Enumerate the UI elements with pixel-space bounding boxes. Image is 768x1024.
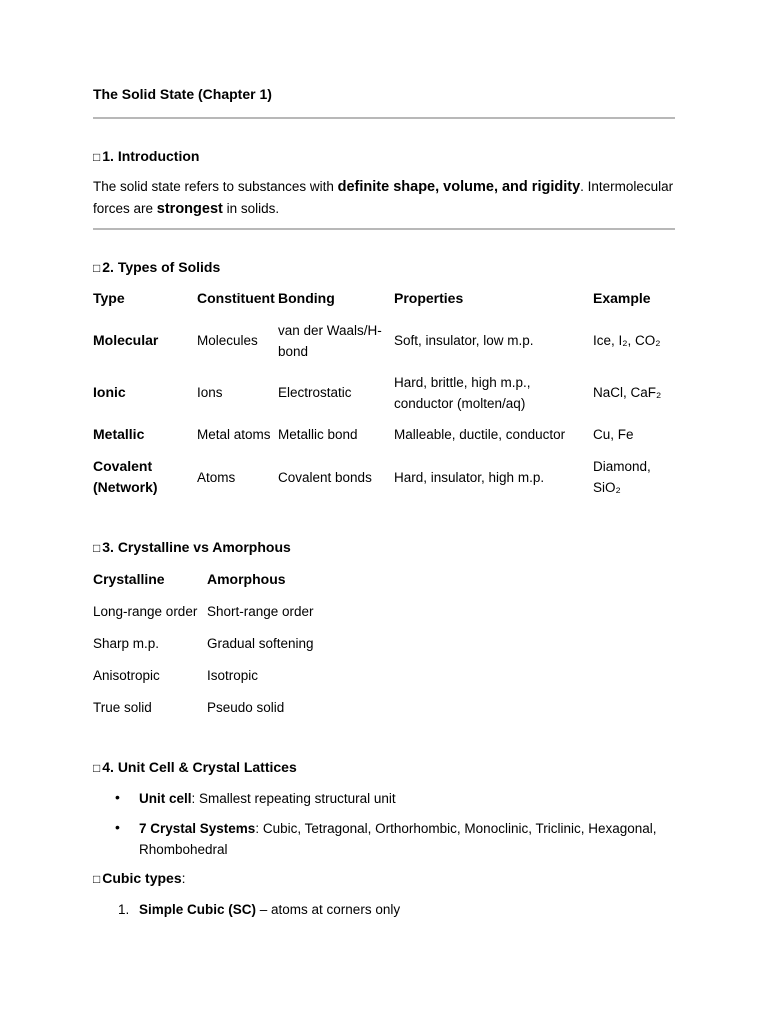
table-cell-type: Molecular	[93, 332, 159, 348]
table-cell: True solid	[93, 700, 152, 715]
table-cell: Pseudo solid	[207, 700, 285, 715]
table-cell-properties: Soft, insulator, low m.p.	[394, 333, 534, 348]
missing-glyph-icon: □	[93, 761, 101, 775]
list-item-simple-cubic: Simple Cubic (SC) – atoms at corners only	[139, 902, 401, 917]
table-cell-type: Ionic	[93, 384, 126, 400]
list-number: 1.	[118, 902, 130, 917]
table-cell-type: Metallic	[93, 426, 145, 442]
table-cell-example: Cu, Fe	[593, 427, 634, 442]
table-cell-constituent: Molecules	[197, 333, 258, 348]
document-title: The Solid State (Chapter 1)	[93, 86, 272, 102]
table-cell: Gradual softening	[207, 636, 314, 651]
bullet-icon: •	[115, 789, 120, 805]
section-heading-types-of-solids: □ 2. Types of Solids	[93, 259, 221, 275]
table-cell: Anisotropic	[93, 668, 160, 683]
table-header-properties: Properties	[394, 290, 464, 306]
section-heading-introduction: □ 1. Introduction	[93, 148, 200, 164]
list-item-unit-cell: Unit cell: Smallest repeating structural unit	[139, 791, 396, 806]
table-cell-bonding: Electrostatic	[278, 385, 352, 400]
table-cell-properties: Hard, insulator, high m.p.	[394, 470, 545, 485]
divider	[93, 228, 675, 230]
missing-glyph-icon: □	[93, 541, 101, 555]
table-cell: Isotropic	[207, 668, 259, 683]
list-item-crystal-systems: 7 Crystal Systems: Cubic, Tetragonal, Orthorhombic, Monoclinic, Triclinic, Hexagonal, Rhombohedral	[139, 821, 657, 857]
cubic-types-label: □ Cubic types:	[93, 870, 186, 886]
table-header-type: Type	[93, 290, 125, 306]
missing-glyph-icon: □	[93, 261, 101, 275]
table-cell-example: NaCl, CaF₂	[593, 385, 662, 400]
table-header-constituent: Constituent	[197, 290, 275, 306]
table-cell-bonding: Metallic bond	[278, 427, 358, 442]
table-cell-constituent: Atoms	[197, 470, 236, 485]
section-heading-crystalline-vs-amorphous: □ 3. Crystalline vs Amorphous	[93, 539, 291, 555]
intro-paragraph: The solid state refers to substances with definite shape, volume, and rigidity. Intermolecular forces are strongest in solids.	[93, 179, 674, 217]
table-cell-constituent: Ions	[197, 385, 223, 400]
table-cell: Short-range order	[207, 604, 314, 619]
table-cell-properties: Hard, brittle, high m.p., conductor (molten/aq)	[394, 375, 531, 411]
table-cell-bonding: van der Waals/H-bond	[278, 323, 382, 359]
table-header-amorphous: Amorphous	[207, 571, 286, 587]
table-header-crystalline: Crystalline	[93, 571, 165, 587]
table-cell-constituent: Metal atoms	[197, 427, 271, 442]
table-header-example: Example	[593, 290, 651, 306]
table-cell-example: Ice, I₂, CO₂	[593, 333, 661, 348]
section-heading-unit-cell: □ 4. Unit Cell & Crystal Lattices	[93, 759, 297, 775]
table-cell-properties: Malleable, ductile, conductor	[394, 427, 566, 442]
divider	[93, 117, 675, 119]
table-cell: Sharp m.p.	[93, 636, 160, 651]
table-cell-bonding: Covalent bonds	[278, 470, 372, 485]
missing-glyph-icon: □	[93, 872, 101, 886]
missing-glyph-icon: □	[93, 150, 101, 164]
bullet-icon: •	[115, 819, 120, 835]
table-cell: Long-range order	[93, 604, 198, 619]
table-cell-type: Covalent (Network)	[93, 458, 158, 495]
table-cell-example: Diamond, SiO₂	[593, 459, 651, 495]
table-header-bonding: Bonding	[278, 290, 335, 306]
